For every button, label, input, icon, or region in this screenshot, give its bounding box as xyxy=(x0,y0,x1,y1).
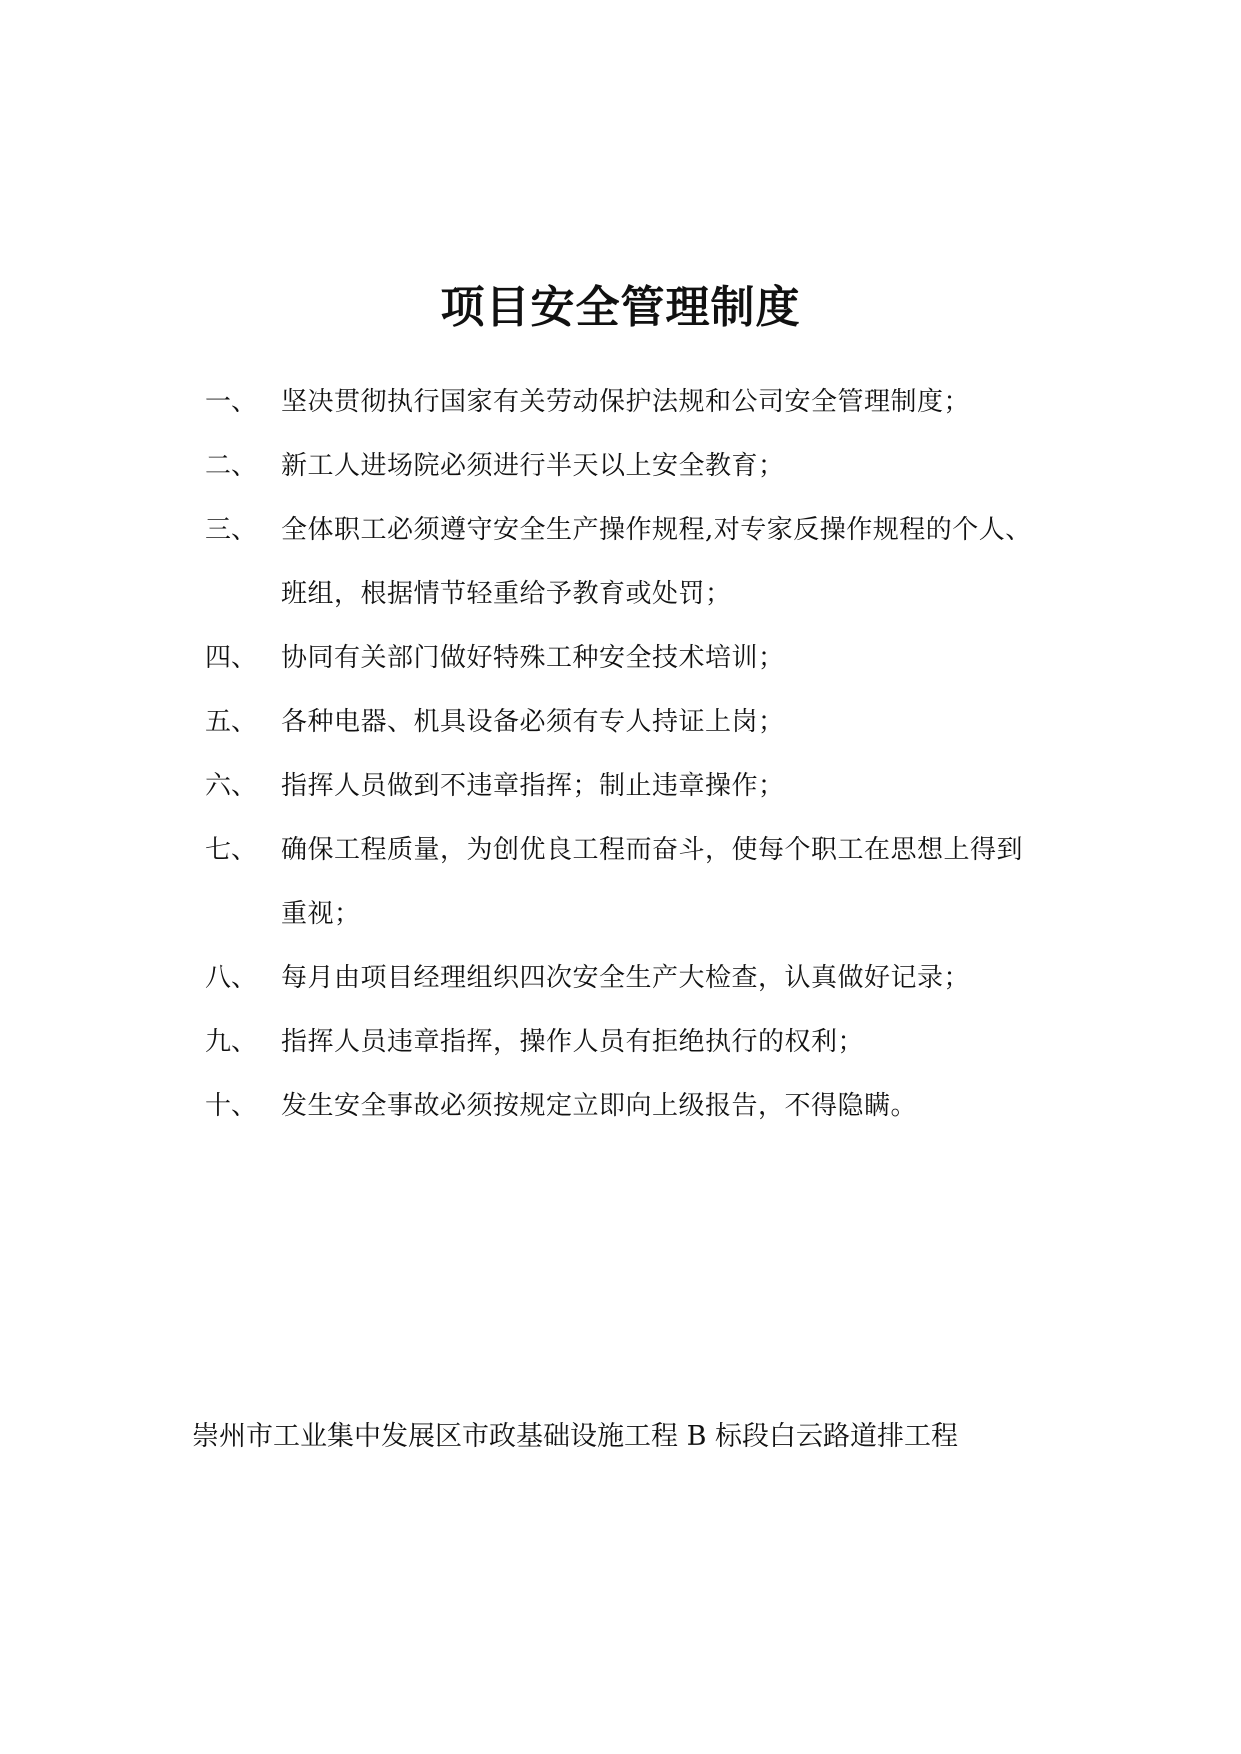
rule-number: 一、 xyxy=(205,387,258,417)
rule-text: 指挥人员做到不违章指挥；制止违章操作； xyxy=(281,771,785,801)
rule-text-continuation: 班组，根据情节轻重给予教育或处罚； xyxy=(281,579,732,609)
footer-project-name: 崇州市工业集中发展区市政基础设施工程 B 标段白云路道排工程 xyxy=(192,1421,959,1452)
page-title: 项目安全管理制度 xyxy=(440,282,801,333)
rule-text: 新工人进场院必须进行半天以上安全教育； xyxy=(281,451,785,481)
rule-text: 全体职工必须遵守安全生产操作规程,对专家反操作规程的个人、 xyxy=(281,515,1032,545)
rule-number: 二、 xyxy=(205,451,258,481)
rule-text: 各种电器、机具设备必须有专人持证上岗； xyxy=(281,707,785,737)
rule-number: 三、 xyxy=(205,515,258,545)
rule-number: 四、 xyxy=(205,643,258,673)
rule-text: 坚决贯彻执行国家有关劳动保护法规和公司安全管理制度； xyxy=(281,387,971,417)
rule-number: 六、 xyxy=(205,771,258,801)
rule-text: 确保工程质量，为创优良工程而奋斗，使每个职工在思想上得到 xyxy=(281,835,1024,865)
rule-text: 发生安全事故必须按规定立即向上级报告，不得隐瞒。 xyxy=(281,1091,918,1121)
rule-text-continuation: 重视； xyxy=(281,899,361,929)
rule-number: 七、 xyxy=(205,835,258,865)
rule-number: 九、 xyxy=(205,1027,258,1057)
rule-text: 协同有关部门做好特殊工种安全技术培训； xyxy=(281,643,785,673)
rule-number: 五、 xyxy=(205,707,258,737)
rule-text: 指挥人员违章指挥，操作人员有拒绝执行的权利； xyxy=(281,1027,865,1057)
rule-number: 八、 xyxy=(205,963,258,993)
rule-number: 十、 xyxy=(205,1091,258,1121)
rule-text: 每月由项目经理组织四次安全生产大检查，认真做好记录； xyxy=(281,963,971,993)
